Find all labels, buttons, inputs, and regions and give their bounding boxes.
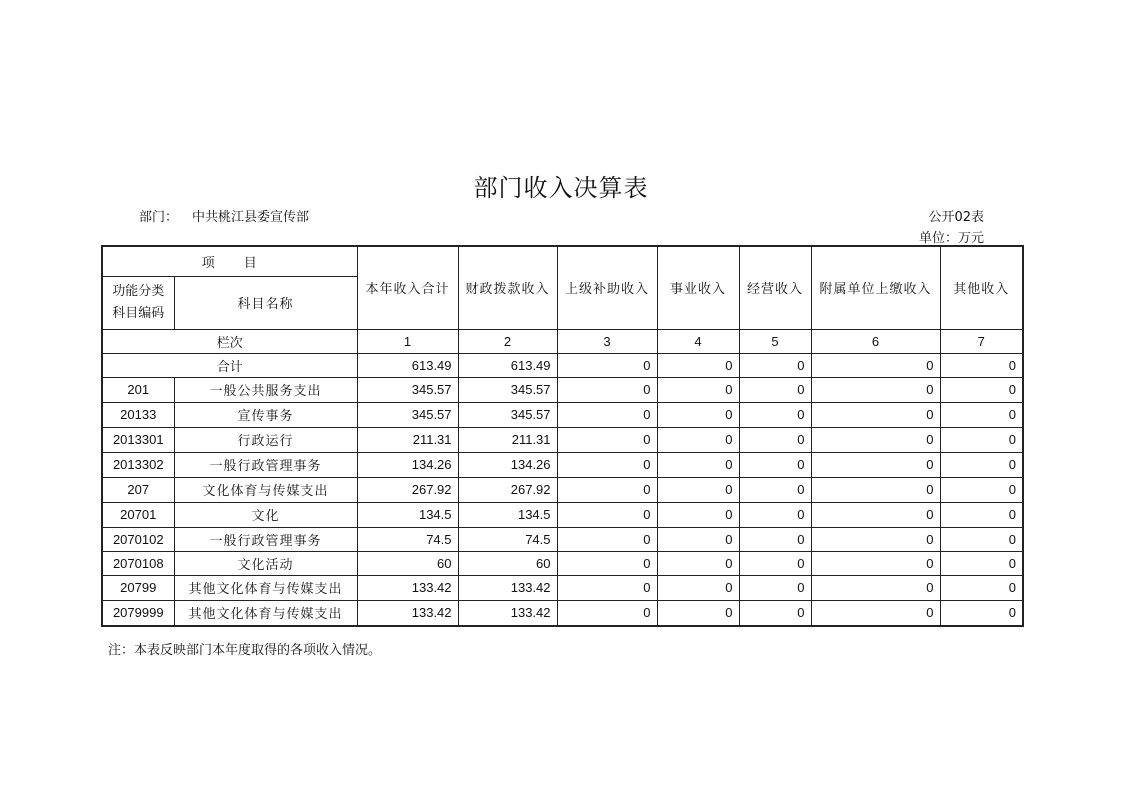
row-value: 0 — [940, 452, 1023, 477]
row-value: 345.57 — [458, 377, 557, 402]
table-row — [102, 477, 1023, 502]
report-title: 部门收入决算表 — [473, 174, 649, 202]
row-value: 267.92 — [458, 477, 557, 502]
row-code: 2079999 — [102, 600, 174, 626]
row-name: 一般行政管理事务 — [174, 527, 357, 551]
header-col-6: 附属单位上缴收入 — [811, 246, 940, 329]
row-value: 211.31 — [357, 427, 458, 452]
row-value: 133.42 — [458, 575, 557, 600]
row-value: 0 — [811, 427, 940, 452]
row-value: 0 — [557, 527, 657, 551]
column-number-2: 2 — [458, 329, 557, 353]
row-value: 0 — [940, 427, 1023, 452]
table-row — [102, 402, 1023, 427]
column-number-5: 5 — [739, 329, 811, 353]
row-value: 0 — [657, 551, 739, 575]
row-value: 0 — [811, 600, 940, 626]
department-line — [139, 206, 309, 225]
row-value: 133.42 — [357, 600, 458, 626]
row-name: 一般行政管理事务 — [174, 452, 357, 477]
row-value: 0 — [557, 377, 657, 402]
row-value: 0 — [739, 427, 811, 452]
table-note: 注：本表反映部门本年度取得的各项收入情况。 — [108, 643, 382, 658]
column-order-label: 栏次 — [102, 329, 357, 353]
row-value: 74.5 — [458, 527, 557, 551]
row-value: 0 — [739, 575, 811, 600]
department-label: 部门： — [139, 210, 179, 225]
row-value: 0 — [940, 575, 1023, 600]
total-row — [102, 353, 1023, 377]
total-label: 合计 — [102, 353, 357, 377]
row-value: 0 — [557, 452, 657, 477]
row-value: 0 — [940, 477, 1023, 502]
header-col-3: 上级补助收入 — [557, 246, 657, 329]
row-value: 0 — [811, 551, 940, 575]
row-value: 0 — [811, 377, 940, 402]
row-code: 201 — [102, 377, 174, 402]
column-number-4: 4 — [657, 329, 739, 353]
header-func-code — [102, 276, 174, 329]
total-value: 613.49 — [458, 353, 557, 377]
row-value: 60 — [458, 551, 557, 575]
row-value: 0 — [657, 575, 739, 600]
row-code: 2013301 — [102, 427, 174, 452]
row-value: 0 — [557, 477, 657, 502]
row-value: 0 — [940, 600, 1023, 626]
total-value: 0 — [657, 353, 739, 377]
form-number: 公开02表 — [928, 210, 984, 225]
table-row — [102, 527, 1023, 551]
row-value: 0 — [739, 600, 811, 626]
row-value: 0 — [940, 551, 1023, 575]
row-code: 2070108 — [102, 551, 174, 575]
table-row — [102, 551, 1023, 575]
row-name: 文化活动 — [174, 551, 357, 575]
row-code: 20799 — [102, 575, 174, 600]
row-value: 0 — [811, 575, 940, 600]
table-row — [102, 377, 1023, 402]
row-value: 0 — [657, 402, 739, 427]
row-value: 0 — [811, 452, 940, 477]
row-value: 0 — [739, 377, 811, 402]
row-value: 0 — [657, 502, 739, 527]
table-row — [102, 452, 1023, 477]
row-value: 0 — [739, 527, 811, 551]
table-row — [102, 502, 1023, 527]
row-value: 134.26 — [458, 452, 557, 477]
row-value: 0 — [940, 502, 1023, 527]
row-value: 0 — [811, 502, 940, 527]
row-value: 0 — [557, 402, 657, 427]
row-value: 0 — [657, 477, 739, 502]
row-value: 0 — [657, 427, 739, 452]
income-table — [101, 245, 1024, 627]
total-value: 0 — [811, 353, 940, 377]
row-value: 60 — [357, 551, 458, 575]
row-name: 行政运行 — [174, 427, 357, 452]
row-value: 0 — [657, 377, 739, 402]
table-row — [102, 600, 1023, 626]
row-value: 0 — [739, 452, 811, 477]
row-value: 345.57 — [458, 402, 557, 427]
row-value: 134.5 — [458, 502, 557, 527]
row-value: 0 — [557, 427, 657, 452]
row-name: 其他文化体育与传媒支出 — [174, 600, 357, 626]
row-name: 其他文化体育与传媒支出 — [174, 575, 357, 600]
row-value: 0 — [739, 551, 811, 575]
header-col-2: 财政拨款收入 — [458, 246, 557, 329]
row-value: 0 — [657, 600, 739, 626]
total-value: 0 — [557, 353, 657, 377]
column-number-1: 1 — [357, 329, 458, 353]
column-number-7: 7 — [940, 329, 1023, 353]
header-col-7: 其他收入 — [940, 246, 1023, 329]
unit-label: 单位：万元 — [918, 231, 984, 246]
total-value: 613.49 — [357, 353, 458, 377]
row-value: 0 — [657, 527, 739, 551]
row-value: 133.42 — [357, 575, 458, 600]
header-col-5: 经营收入 — [739, 246, 811, 329]
header-col-1: 本年收入合计 — [357, 246, 458, 329]
column-number-3: 3 — [557, 329, 657, 353]
row-value: 345.57 — [357, 402, 458, 427]
table-row — [102, 575, 1023, 600]
row-value: 0 — [811, 477, 940, 502]
department-name: 中共桃江县委宣传部 — [192, 210, 310, 225]
row-code: 2070102 — [102, 527, 174, 551]
column-number-6: 6 — [811, 329, 940, 353]
row-name: 一般公共服务支出 — [174, 377, 357, 402]
row-value: 0 — [557, 575, 657, 600]
row-code: 20133 — [102, 402, 174, 427]
row-name: 宣传事务 — [174, 402, 357, 427]
row-value: 0 — [739, 502, 811, 527]
row-value: 345.57 — [357, 377, 458, 402]
row-value: 0 — [739, 477, 811, 502]
row-value: 0 — [739, 402, 811, 427]
header-col-4: 事业收入 — [657, 246, 739, 329]
row-value: 267.92 — [357, 477, 458, 502]
row-value: 0 — [557, 600, 657, 626]
row-name: 文化 — [174, 502, 357, 527]
total-value: 0 — [940, 353, 1023, 377]
row-value: 0 — [811, 402, 940, 427]
row-value: 134.26 — [357, 452, 458, 477]
header-item: 项 目 — [102, 246, 357, 276]
row-value: 0 — [657, 452, 739, 477]
row-value: 0 — [811, 527, 940, 551]
row-code: 20701 — [102, 502, 174, 527]
table-row — [102, 427, 1023, 452]
row-value: 0 — [940, 402, 1023, 427]
header-func-code-line2: 科目编码 — [112, 305, 165, 321]
row-code: 207 — [102, 477, 174, 502]
header-subject-name: 科目名称 — [174, 276, 357, 329]
row-value: 0 — [557, 502, 657, 527]
header-func-code-line1: 功能分类 — [112, 283, 165, 299]
row-name: 文化体育与传媒支出 — [174, 477, 357, 502]
row-value: 0 — [940, 377, 1023, 402]
row-value: 0 — [940, 527, 1023, 551]
row-value: 211.31 — [458, 427, 557, 452]
row-value: 134.5 — [357, 502, 458, 527]
row-value: 133.42 — [458, 600, 557, 626]
row-value: 74.5 — [357, 527, 458, 551]
row-value: 0 — [557, 551, 657, 575]
row-code: 2013302 — [102, 452, 174, 477]
total-value: 0 — [739, 353, 811, 377]
